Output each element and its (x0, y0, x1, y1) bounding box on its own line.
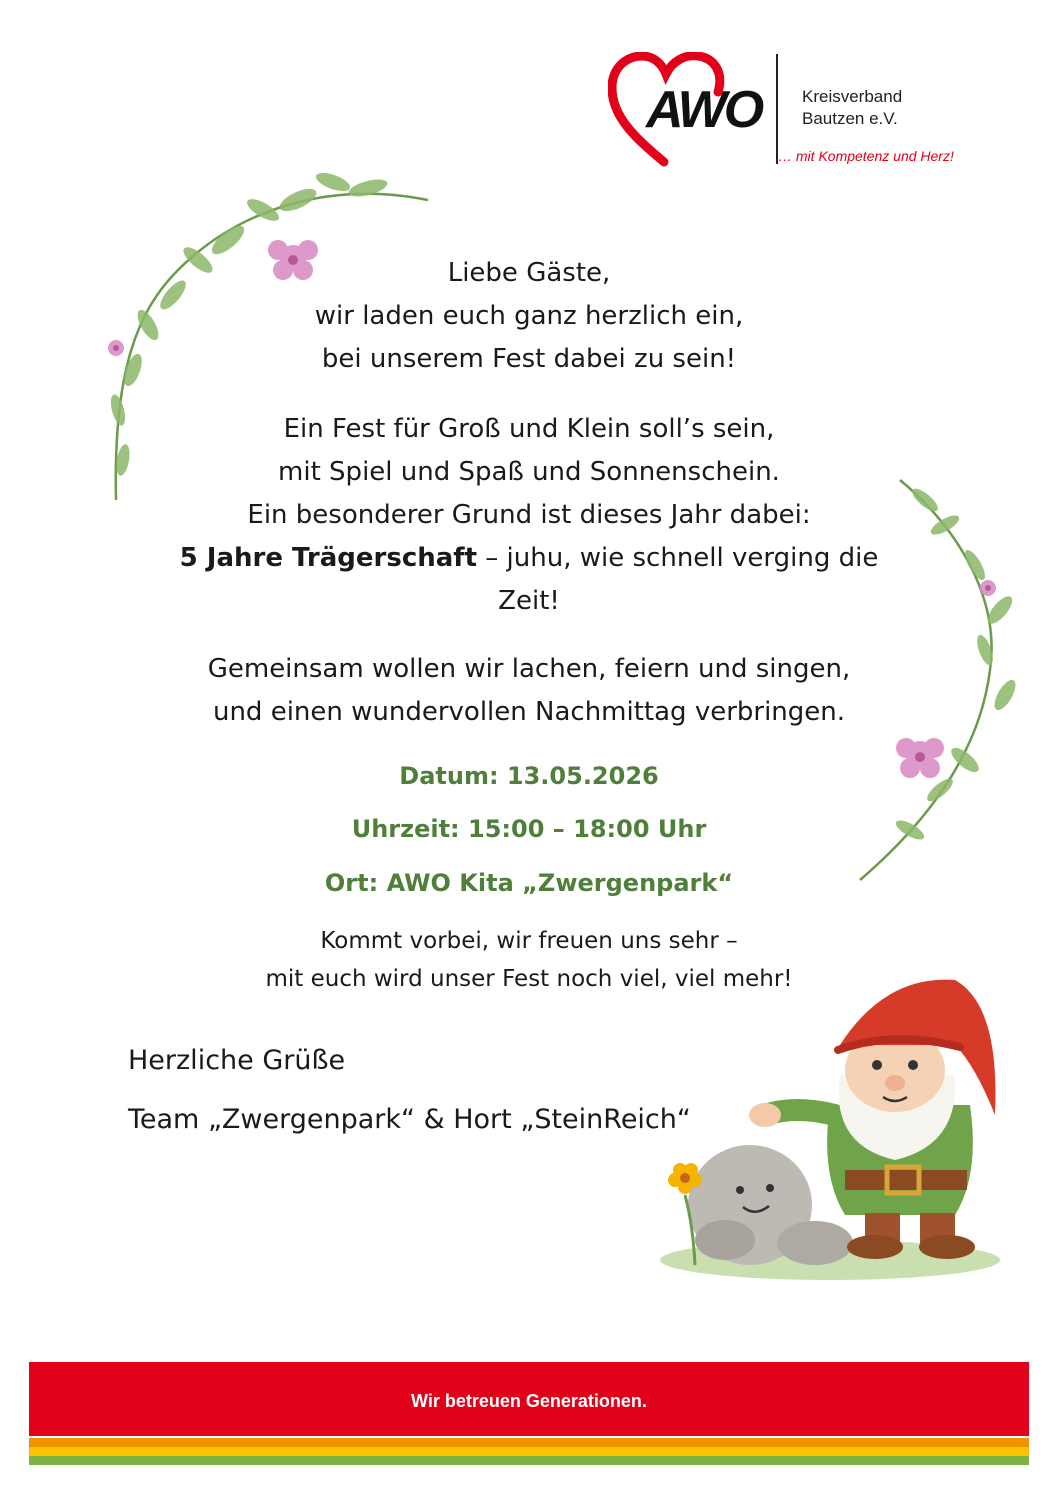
gnome-illustration (655, 975, 1015, 1285)
team-signature: Team „Zwergenpark“ & Hort „SteinReich“ (128, 1104, 691, 1135)
poem-highlight-line (0, 537, 1058, 580)
anniversary-highlight: 5 Jahre Trägerschaft (179, 543, 478, 573)
poem-line: Gemeinsam wollen wir lachen, feiern und singen, (207, 654, 851, 684)
awo-wordmark: AWO (646, 81, 762, 139)
poem-line: Ein besonderer Grund ist dieses Jahr dabei: (247, 500, 811, 530)
poem-line: mit Spiel und Spaß und Sonnenschein. (278, 457, 780, 487)
footer-banner (29, 1362, 1029, 1436)
footer-stripe-green (29, 1456, 1029, 1465)
awo-logo (608, 52, 1028, 170)
org-name-line2: Bautzen e.V. (802, 109, 898, 128)
closing-line: Kommt vorbei, wir freuen uns sehr – (320, 928, 738, 954)
poem-stanza-3 (0, 648, 1058, 734)
poem-line: Ein Fest für Groß und Klein soll’s sein, (283, 414, 775, 444)
footer-stripe-yellow (29, 1447, 1029, 1456)
poem-line: und einen wundervollen Nachmittag verbringen. (212, 697, 846, 727)
poem-line: bei unserem Fest dabei zu sein! (321, 344, 737, 374)
event-time: Uhrzeit: 15:00 – 18:00 Uhr (351, 815, 707, 843)
footer-stripe-orange (29, 1438, 1029, 1447)
footer-slogan: Wir betreuen Generationen. (411, 1391, 647, 1411)
org-name-line1: Kreisverband (802, 87, 903, 106)
poem-line: Zeit! (498, 586, 560, 616)
closing-line: mit euch wird unser Fest noch viel, viel mehr! (265, 966, 793, 992)
poem-stanza-2 (0, 408, 1058, 623)
logo-tagline: … mit Kompetenz und Herz! (778, 148, 954, 164)
event-date: Datum: 13.05.2026 (399, 762, 659, 790)
poem-line: Liebe Gäste, (447, 258, 611, 288)
event-place: Ort: AWO Kita „Zwergenpark“ (324, 869, 734, 897)
poem-line-rest: – juhu, wie schnell verging die (477, 543, 879, 573)
poem-line: wir laden euch ganz herzlich ein, (314, 301, 744, 331)
greeting: Herzliche Grüße (128, 1045, 346, 1076)
poem-stanza-1 (0, 252, 1058, 381)
